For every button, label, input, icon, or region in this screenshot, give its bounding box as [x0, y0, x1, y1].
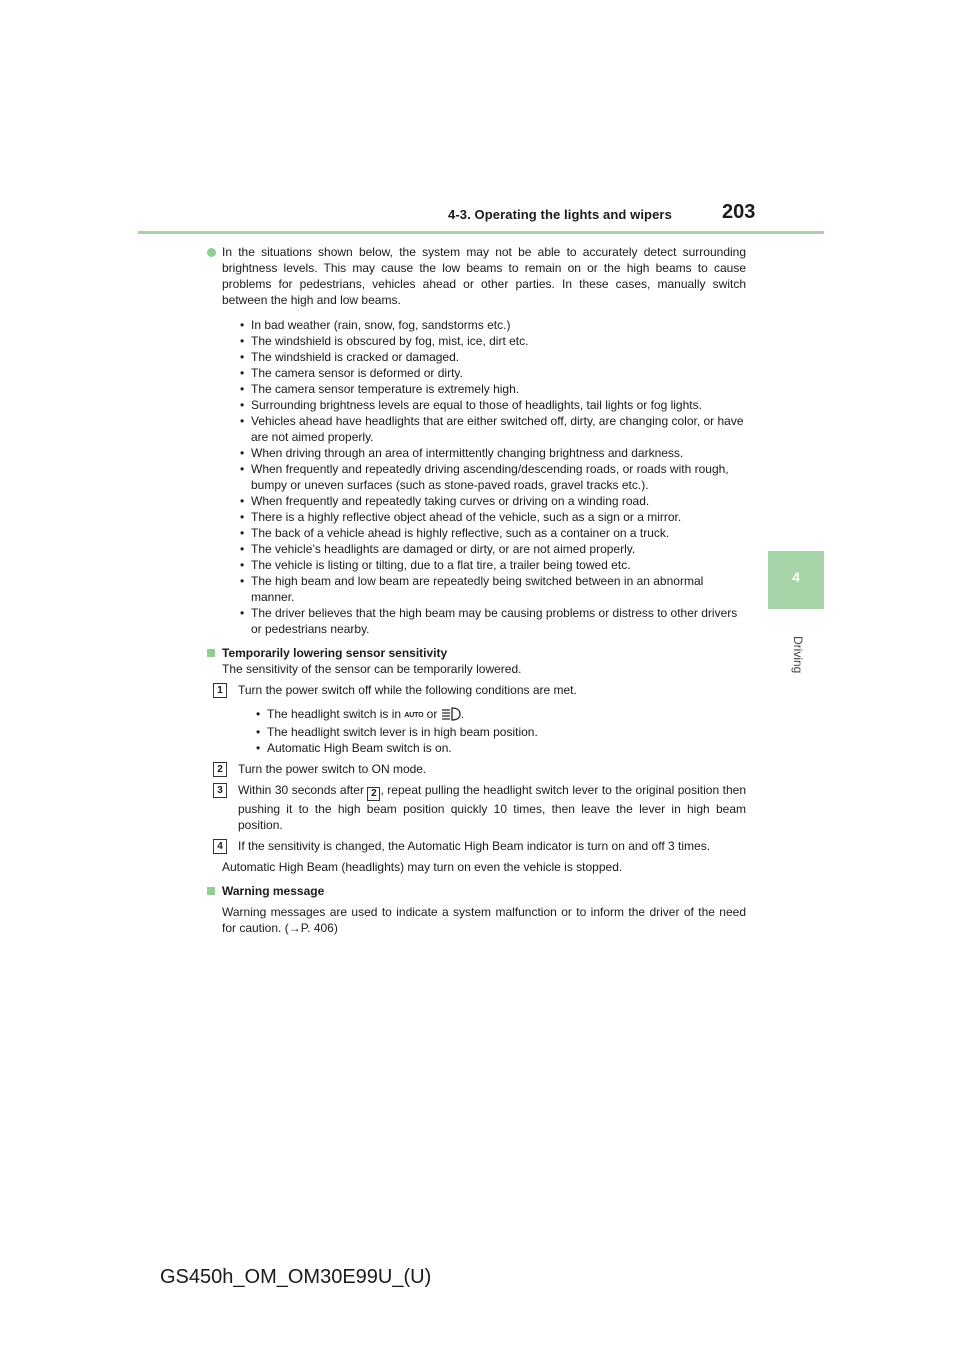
auto-headlight-icon: AUTO [404, 712, 424, 719]
warning-text: Warning messages are used to indicate a system malfunction or to inform the driver of the need for caution. (→P. 406) [222, 905, 746, 935]
step-number-box: 4 [213, 839, 227, 854]
list-item: • The back of a vehicle ahead is highly reflective, such as a container on a truck. [222, 525, 746, 541]
list-item: • The camera sensor is deformed or dirty. [222, 365, 746, 381]
headlight-icon [441, 707, 461, 721]
step-number-box: 1 [213, 683, 227, 698]
chapter-tab [768, 551, 824, 609]
page-content [217, 244, 746, 936]
list-item: • The windshield is cracked or damaged. [222, 349, 746, 365]
list-item: • When frequently and repeatedly driving ascending/descending roads, or roads with rough, bumpy or uneven surfaces (such as stone-paved roads, gravel tracks etc.). [222, 461, 746, 493]
list-item: • Automatic High Beam switch is on. [238, 740, 746, 756]
chapter-number: 4 [792, 569, 800, 585]
list-item: • When driving through an area of intermittently changing brightness and darkness. [222, 445, 746, 461]
list-item: • The driver believes that the high beam may be causing problems or distress to other drivers or pedestrians nearby. [222, 605, 746, 637]
square-bullet-icon [207, 649, 215, 657]
list-item: • There is a highly reflective object ahead of the vehicle, such as a sign or a mirror. [222, 509, 746, 525]
list-item: • The vehicle’s headlights are damaged or dirty, or are not aimed properly. [222, 541, 746, 557]
warning-heading: Warning message [222, 883, 746, 899]
step-3: 3 Within 30 seconds after 2 , repeat pulling the headlight switch lever to the original position then pushing it to the high beam position quickly 10 times, then leave the lever in high beam position. [222, 782, 746, 833]
section-title: 4-3. Operating the lights and wipers [448, 207, 672, 222]
condition-list [238, 706, 746, 756]
sensitivity-note: Automatic High Beam (headlights) may turn on even the vehicle is stopped. [222, 860, 623, 874]
sensitivity-intro: The sensitivity of the sensor can be temporarily lowered. [222, 662, 522, 676]
sensitivity-heading: Temporarily lowering sensor sensitivity [222, 645, 746, 661]
step-4 [217, 838, 746, 854]
list-item: • The windshield is obscured by fog, mist, ice, dirt etc. [222, 333, 746, 349]
list-item: • When frequently and repeatedly taking curves or driving on a winding road. [222, 493, 746, 509]
list-item: • The camera sensor temperature is extremely high. [222, 381, 746, 397]
square-bullet-icon [207, 887, 215, 895]
list-item: • The vehicle is listing or tilting, due to a flat tire, a trailer being towed etc. [222, 557, 746, 573]
step-number-box: 2 [213, 762, 227, 777]
page-number: 203 [722, 201, 756, 223]
step-text: Turn the power switch off while the following conditions are met. [238, 683, 577, 697]
step-1 [217, 682, 746, 756]
step-text: If the sensitivity is changed, the Automatic High Beam indicator is turn on and off 3 times. [238, 839, 711, 853]
header-divider [138, 231, 824, 234]
step-2 [217, 761, 746, 777]
intro-paragraph: In the situations shown below, the system may not be able to accurately detect surrounding brightness levels. This may cause the low beams to remain on or the high beams to cause problems for pedestrians, vehicles ahead or other parties. In these cases, manually switch between the high and low beams. [222, 244, 746, 308]
situation-list [222, 317, 746, 637]
list-item: • Vehicles ahead have headlights that are either switched off, dirty, are changing color, or have are not aimed properly. [222, 413, 746, 445]
step-text: Turn the power switch to ON mode. [238, 762, 427, 776]
circle-bullet-icon [207, 248, 216, 257]
list-item: • The headlight switch lever is in high beam position. [238, 724, 746, 740]
list-item: • In bad weather (rain, snow, fog, sandstorms etc.) [222, 317, 746, 333]
list-item: • The headlight switch is in AUTO or . [238, 706, 746, 724]
list-item: • The high beam and low beam are repeatedly being switched between in an abnormal manner. [222, 573, 746, 605]
step-reference-box: 2 [367, 787, 380, 801]
step-number-box: 3 [213, 783, 227, 798]
footer-model-code: GS450h_OM_OM30E99U_(U) [160, 1266, 432, 1288]
list-item: • Surrounding brightness levels are equal to those of headlights, tail lights or fog lights. [222, 397, 746, 413]
